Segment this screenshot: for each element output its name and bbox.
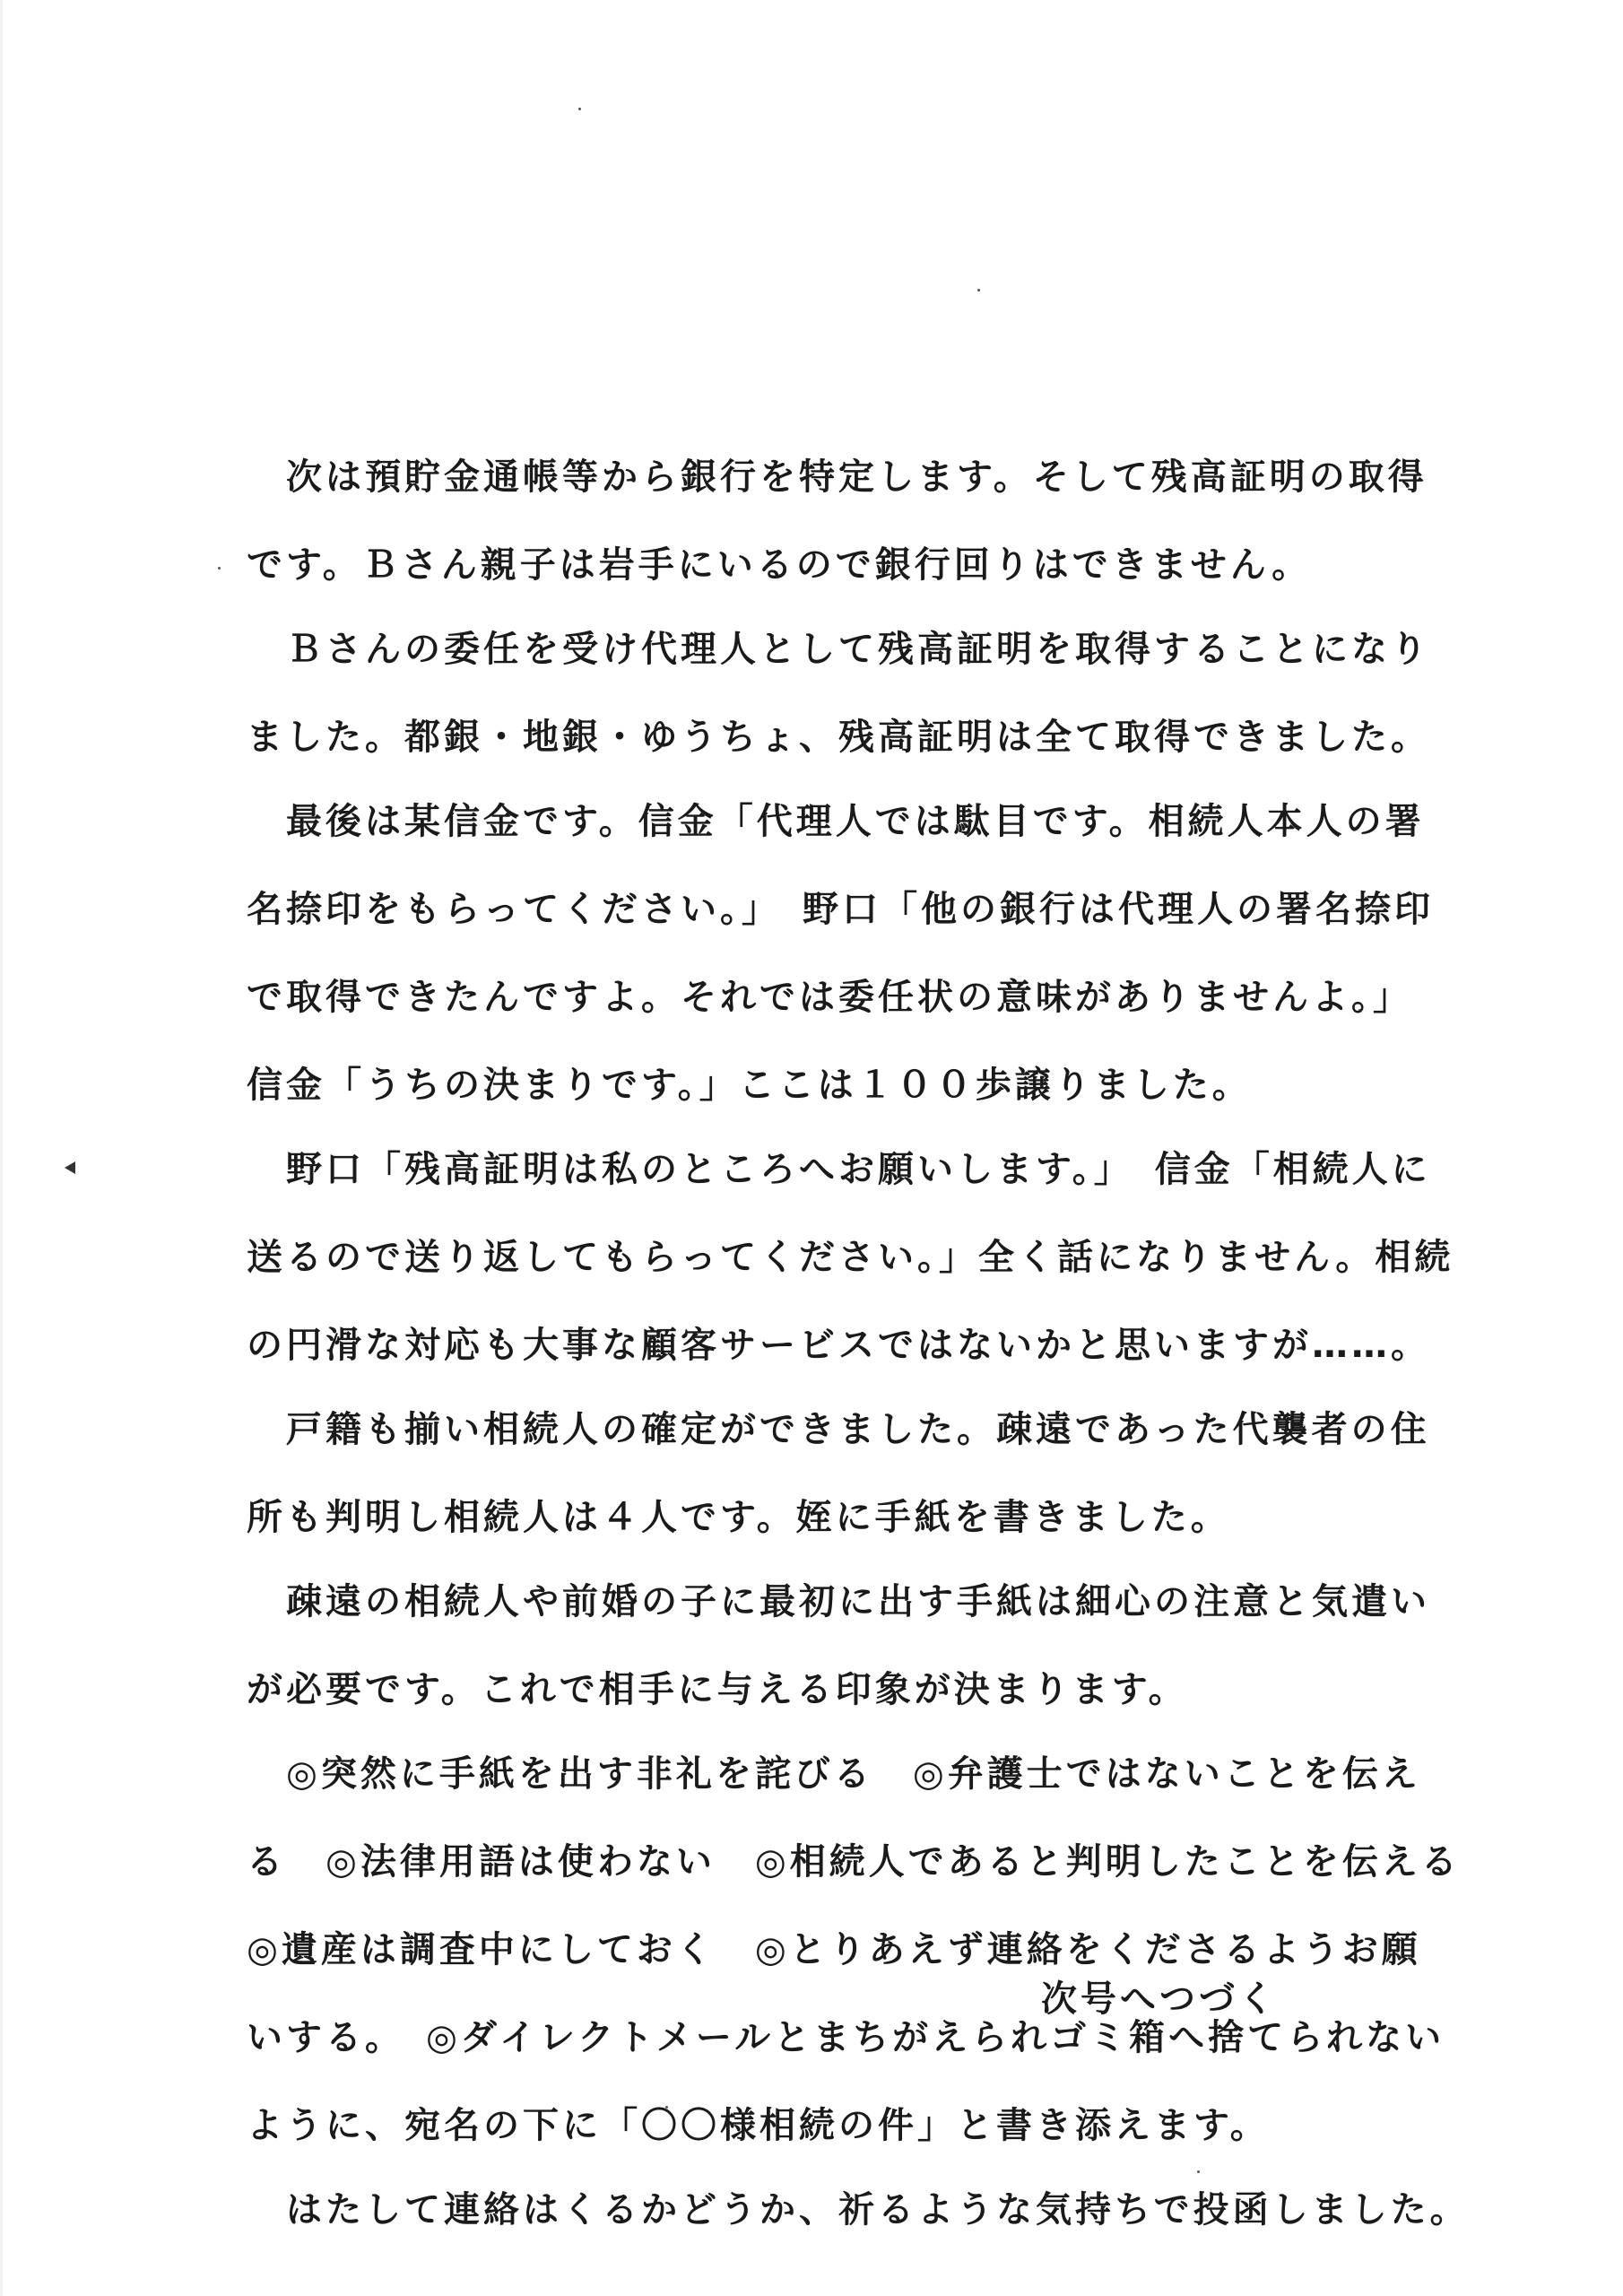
text-line: 送るので送り返してもらってください。」全く話になりません。相続 xyxy=(247,1237,1454,1278)
text-line: 名捺印をもらってください。」 野口「他の銀行は代理人の署名捺印 xyxy=(247,889,1434,930)
scan-arrow-mark xyxy=(65,1161,75,1174)
text-line: 最後は某信金です。信金「代理人では駄目です。相続人本人の署 xyxy=(247,801,1425,842)
text-line: 疎遠の相続人や前婚の子に最初に出す手紙は細心の注意と気遣い xyxy=(247,1581,1430,1622)
text-line: 所も判明し相続人は４人です。姪に手紙を書きました。 xyxy=(247,1497,1230,1538)
continued-next-issue: 次号へつづく xyxy=(1041,1979,1278,2020)
text-line: いする。 ◎ダイレクトメールとまちがえられゴミ箱へ捨てられない xyxy=(247,2017,1445,2058)
scan-speck xyxy=(578,108,581,110)
text-line: はたして連絡はくるかどうか、祈るような気持ちで投函しました。 xyxy=(247,2189,1470,2231)
text-line: Ｂさんの委任を受け代理人として残高証明を取得することになり xyxy=(247,629,1430,670)
body-text xyxy=(247,456,1470,2231)
scan-edge xyxy=(0,0,3,2296)
scan-speck xyxy=(218,567,221,570)
text-line: 野口「残高証明は私のところへお願いします。」 信金「相続人に xyxy=(247,1149,1431,1190)
scan-speck xyxy=(977,289,980,291)
text-line: で取得できたんですよ。それでは委任状の意味がありませんよ。」 xyxy=(247,977,1412,1018)
text-line: の円滑な対応も大事な顧客サービスではないかと思いますが……。 xyxy=(247,1325,1430,1366)
text-line: です。Ｂさん親子は岩手にいるので銀行回りはできません。 xyxy=(247,544,1312,586)
text-line: が必要です。これで相手に与える印象が決まります。 xyxy=(247,1669,1188,1710)
text-line: 信金「うちの決まりです。」ここは１００歩譲りました。 xyxy=(247,1065,1252,1106)
text-line: 次は預貯金通帳等から銀行を特定します。そして残高証明の取得 xyxy=(247,457,1428,498)
text-line: る ◎法律用語は使わない ◎相続人であると判明したことを伝える xyxy=(247,1841,1461,1883)
text-line: ◎突然に手紙を出す非礼を詫びる ◎弁護士ではないことを伝え xyxy=(247,1753,1421,1795)
text-line: 戸籍も揃い相続人の確定ができました。疎遠であった代襲者の住 xyxy=(247,1409,1430,1450)
text-line: ように、宛名の下に「〇〇様相続の件」と書き添えます。 xyxy=(247,2105,1270,2146)
text-line: ました。都銀・地銀・ゆうちょ、残高証明は全て取得できました。 xyxy=(247,717,1430,758)
text-line: ◎遺産は調査中にしておく ◎とりあえず連絡をくださるようお願 xyxy=(247,1929,1421,1970)
